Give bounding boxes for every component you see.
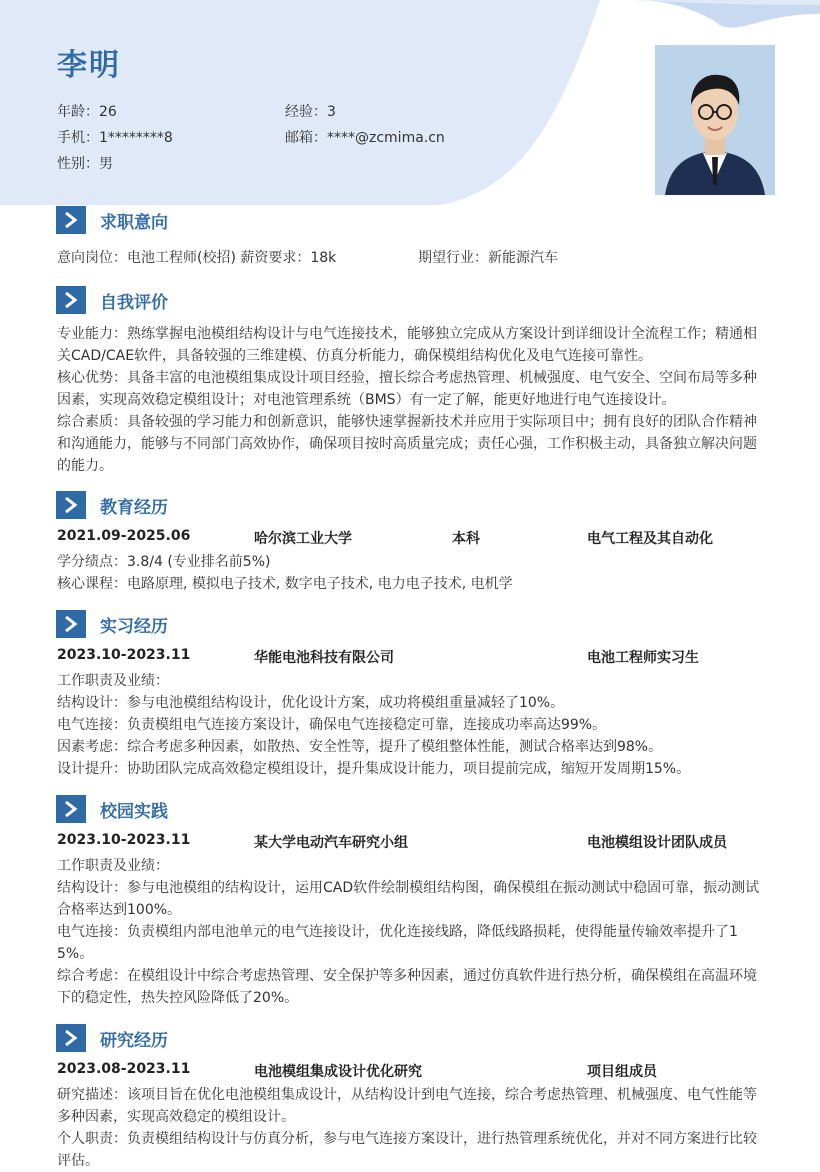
section-education xyxy=(56,491,168,519)
campus-line: 综合考虑：在模组设计中综合考虑热管理、安全保护等多种因素，通过仿真软件进行热分析，确保模组在高温环境 xyxy=(57,968,757,984)
internship-date: 2023.10-2023.11 xyxy=(57,647,191,663)
research-role: 项目组成员 xyxy=(587,1064,657,1080)
internship-company: 华能电池科技有限公司 xyxy=(254,650,394,666)
phone-info: 手机：1********8 xyxy=(57,130,173,146)
campus-date: 2023.10-2023.11 xyxy=(57,832,191,848)
education-date: 2021.09-2025.06 xyxy=(57,528,191,544)
self-eval-line: 专业能力：熟练掌握电池模组结构设计与电气连接技术，能够独立完成从方案设计到详细设计全流程工作；精通相 xyxy=(57,326,757,342)
campus-line: 下的稳定性，热失控风险降低了20%。 xyxy=(57,990,299,1006)
chevron-right-icon xyxy=(56,206,86,234)
research-line: 研究描述：该项目旨在优化电池模组集成设计，从结构设计到电气连接，综合考虑热管理、机械强度、电气性能等 xyxy=(57,1087,757,1103)
candidate-name: 李明 xyxy=(57,48,121,83)
self-eval-line: 和沟通能力，能够与不同部门高效协作，确保项目按时高质量完成；责任心强，工作积极主动，具备独立解决问题 xyxy=(57,436,757,452)
chevron-right-icon xyxy=(56,1024,86,1052)
experience-info: 经验：3 xyxy=(285,104,336,120)
research-line: 多种因素，实现高效稳定的模组设计。 xyxy=(57,1109,295,1125)
intent-industry: 期望行业：新能源汽车 xyxy=(418,250,558,266)
campus-line: 结构设计：参与电池模组的结构设计，运用CAD软件绘制模组结构图，确保模组在振动测试中稳固可靠，振动测试 xyxy=(57,880,760,896)
education-degree: 本科 xyxy=(452,531,480,547)
chevron-right-icon xyxy=(56,795,86,823)
section-title: 教育经历 xyxy=(100,497,168,518)
education-major: 电气工程及其自动化 xyxy=(587,531,713,547)
education-line: 核心课程：电路原理, 模拟电子技术, 数字电子技术, 电力电子技术, 电机学 xyxy=(57,576,513,592)
section-internship xyxy=(56,610,168,638)
avatar xyxy=(655,45,775,195)
self-eval-line: 的能力。 xyxy=(57,458,113,474)
self-eval-line: 综合素质：具备较强的学习能力和创新意识，能够快速掌握新技术并应用于实际项目中；拥有良好的团队合作精神 xyxy=(57,414,757,430)
campus-row xyxy=(57,832,767,854)
internship-line: 因素考虑：综合考虑多种因素，如散热、安全性等，提升了模组整体性能，测试合格率达到98%。 xyxy=(57,739,663,755)
campus-line: 5%。 xyxy=(57,946,94,962)
chevron-right-icon xyxy=(56,286,86,314)
gender-info: 性别：男 xyxy=(57,156,113,172)
internship-line: 结构设计：参与电池模组结构设计，优化设计方案，成功将模组重量减轻了10%。 xyxy=(57,695,565,711)
education-row xyxy=(57,528,767,550)
age-info: 年龄：26 xyxy=(57,104,117,120)
research-date: 2023.08-2023.11 xyxy=(57,1061,191,1077)
internship-role: 电池工程师实习生 xyxy=(587,650,699,666)
email-info: 邮箱：****@zcmima.cn xyxy=(285,130,445,146)
research-row xyxy=(57,1061,767,1083)
internship-line: 设计提升：协助团队完成高效稳定模组设计，提升集成设计能力，项目提前完成，缩短开发周期15%。 xyxy=(57,761,691,777)
research-line: 个人职责：负责模组结构设计与仿真分析，参与电气连接方案设计，进行热管理系统优化，并对不同方案进行比较 xyxy=(57,1131,757,1147)
section-title: 求职意向 xyxy=(100,212,168,233)
section-title: 实习经历 xyxy=(100,616,168,637)
section-intent xyxy=(56,206,168,234)
section-title: 自我评价 xyxy=(100,292,168,313)
section-title: 校园实践 xyxy=(100,801,168,822)
internship-row xyxy=(57,647,767,669)
chevron-right-icon xyxy=(56,610,86,638)
research-line: 评估。 xyxy=(57,1153,99,1169)
education-line: 学分绩点：3.8/4 (专业排名前5%) xyxy=(57,554,271,570)
section-campus xyxy=(56,795,168,823)
internship-line: 电气连接：负责模组电气连接方案设计，确保电气连接稳定可靠，连接成功率高达99%。 xyxy=(57,717,607,733)
campus-line: 电气连接：负责模组内部电池单元的电气连接设计，优化连接线路，降低线路损耗，使得能量传输效率提升了1 xyxy=(57,924,738,940)
campus-role: 电池模组设计团队成员 xyxy=(587,835,727,851)
self-eval-line: 因素，实现高效稳定模组设计；对电池管理系统（BMS）有一定了解，能更好地进行电气连接设计。 xyxy=(57,392,676,408)
campus-org: 某大学电动汽车研究小组 xyxy=(254,835,408,851)
chevron-right-icon xyxy=(56,491,86,519)
campus-line: 工作职责及业绩： xyxy=(57,858,169,874)
research-project: 电池模组集成设计优化研究 xyxy=(254,1064,422,1080)
section-research xyxy=(56,1024,168,1052)
education-school: 哈尔滨工业大学 xyxy=(254,531,352,547)
self-eval-line: 关CAD/CAE软件，具备较强的三维建模、仿真分析能力，确保模组结构优化及电气连接可靠性。 xyxy=(57,348,653,364)
internship-line: 工作职责及业绩： xyxy=(57,673,169,689)
self-eval-line: 核心优势：具备丰富的电池模组集成设计项目经验，擅长综合考虑热管理、机械强度、电气安全、空间布局等多种 xyxy=(57,370,757,386)
section-self-eval xyxy=(56,286,168,314)
section-title: 研究经历 xyxy=(100,1030,168,1051)
campus-line: 合格率达到100%。 xyxy=(57,902,182,918)
intent-position: 意向岗位：电池工程师(校招) 薪资要求：18k xyxy=(57,250,337,266)
